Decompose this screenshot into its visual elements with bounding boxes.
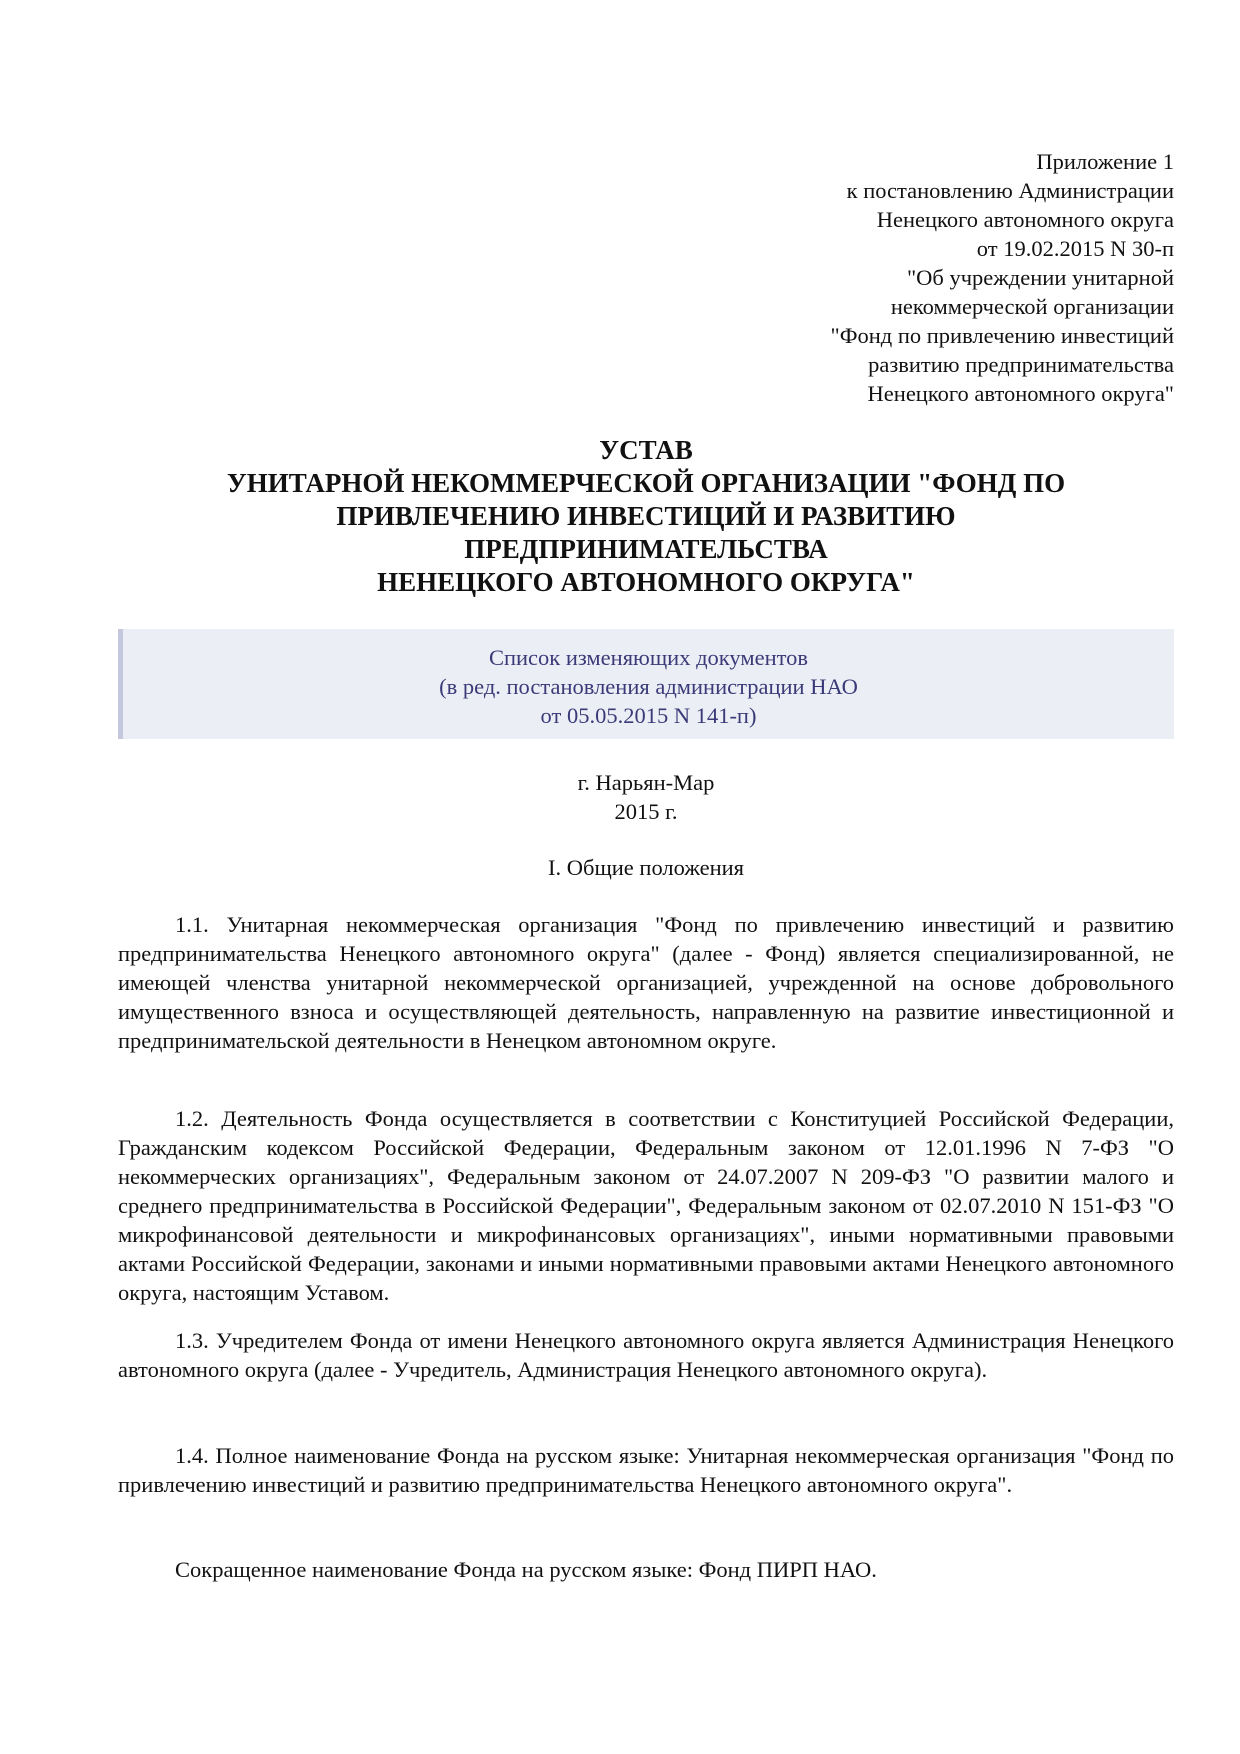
amendments-line: Список изменяющих документов [488, 645, 809, 670]
appendix-line: "Фонд по привлечению инвестиций [830, 323, 1174, 348]
section-heading: I. Общие положения [548, 855, 744, 880]
place-and-year [118, 768, 1174, 826]
paragraph-1-2: 1.2. Деятельность Фонда осуществляется в соответствии с Конституцией Российской Федерации, Гражданским кодексом Российской Федерации, Федеральным законом от 12.01.1996 N 7-ФЗ "О некоммерческих организациях", Федеральным законом от 24.07.2007 N 209-ФЗ "О развитии малого и среднего предпринимательства в Российской Федерации", Федеральным законом от 02.07.2010 N 151-ФЗ "О микрофинансовой деятельности и микрофинансовых организациях", иными нормативными правовыми актами Российской Федерации, законами и иными нормативными правовыми актами Ненецкого автономного округа, настоящим Уставом. [118, 1106, 1174, 1305]
paragraph-1-4: 1.4. Полное наименование Фонда на русском языке: Унитарная некоммерческая организация "Фонд по привлечению инвестиций и развитию предпринимательства Ненецкого автономного округа". [118, 1443, 1174, 1497]
document-title [118, 434, 1174, 599]
paragraph-short-name: Сокращенное наименование Фонда на русском языке: Фонд ПИРП НАО. [175, 1557, 877, 1582]
title-line: НЕНЕЦКОГО АВТОНОМНОГО ОКРУГА" [377, 567, 915, 597]
appendix-line: "Об учреждении унитарной [906, 265, 1174, 290]
title-line: УНИТАРНОЙ НЕКОММЕРЧЕСКОЙ ОРГАНИЗАЦИИ "ФОНД ПО [226, 468, 1066, 498]
appendix-line: Приложение 1 [1036, 149, 1174, 174]
paragraph-1-3: 1.3. Учредителем Фонда от имени Ненецкого автономного округа является Администрация Ненецкого автономного округа (далее - Учредитель, Администрация Ненецкого автономного округа). [118, 1328, 1174, 1382]
place-year: 2015 г. [614, 799, 678, 824]
appendix-header [660, 147, 1174, 408]
title-line: ПРЕДПРИНИМАТЕЛЬСТВА [464, 534, 828, 564]
appendix-line: развитию предпринимательства [868, 352, 1174, 377]
place-city: г. Нарьян-Мар [577, 770, 715, 795]
amendments-line: (в ред. постановления администрации НАО [439, 674, 858, 699]
title-line: ПРИВЛЕЧЕНИЮ ИНВЕСТИЦИЙ И РАЗВИТИЮ [336, 501, 956, 531]
amendments-box [118, 629, 1174, 739]
appendix-line: от 19.02.2015 N 30-п [976, 236, 1174, 261]
appendix-line: к постановлению Администрации [846, 178, 1174, 203]
appendix-line: Ненецкого автономного округа" [867, 381, 1174, 406]
appendix-line: некоммерческой организации [890, 294, 1174, 319]
title-line: УСТАВ [599, 435, 693, 465]
appendix-line: Ненецкого автономного округа [876, 207, 1174, 232]
amendments-line: от 05.05.2015 N 141-п) [540, 703, 757, 728]
paragraph-1-1: 1.1. Унитарная некоммерческая организация "Фонд по привлечению инвестиций и развитию предпринимательства Ненецкого автономного округа" (далее - Фонд) является специализированной, не имеющей членства унитарной некоммерческой организацией, учрежденной на основе добровольного имущественного взноса и осуществляющей деятельность, направленную на развитие инвестиционной и предпринимательской деятельности в Ненецком автономном округе. [118, 912, 1174, 1053]
